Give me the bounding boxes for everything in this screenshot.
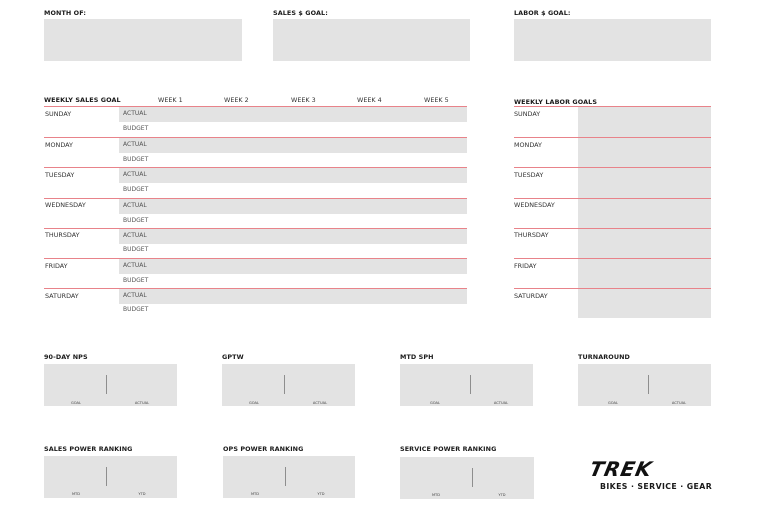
actual-row-tuesday[interactable]	[119, 168, 467, 183]
kpi-actual-label: ACTUAL	[493, 401, 509, 405]
labor-day-friday: FRIDAY	[514, 262, 537, 270]
week-2-header: WEEK 2	[224, 96, 249, 104]
labor-day-sunday: SUNDAY	[514, 110, 541, 118]
row-divider	[514, 167, 711, 168]
budget-label: BUDGET	[123, 306, 149, 313]
labor-day-saturday: SATURDAY	[514, 292, 548, 300]
actual-label: ACTUAL	[123, 171, 147, 178]
kpi-title-gptw: GPTW	[222, 353, 244, 361]
actual-row-saturday[interactable]	[119, 289, 467, 304]
kpi-divider	[470, 375, 471, 394]
ranking-box-sales[interactable]	[44, 456, 177, 498]
kpi-goal-label: GOAL	[248, 401, 260, 405]
week-4-header: WEEK 4	[357, 96, 382, 104]
kpi-actual-label: ACTUAL	[312, 401, 328, 405]
day-label-thursday: THURSDAY	[45, 231, 80, 239]
actual-row-sunday[interactable]	[119, 107, 467, 122]
trek-logo: TREK	[587, 457, 655, 481]
labor-day-monday: MONDAY	[514, 141, 542, 149]
labor-goal-label: LABOR $ GOAL:	[514, 9, 571, 17]
ranking-box-ops[interactable]	[223, 456, 355, 498]
labor-goals-column[interactable]	[578, 107, 711, 318]
kpi-box-mtd-sph[interactable]	[400, 364, 533, 406]
actual-label: ACTUAL	[123, 141, 147, 148]
actual-row-thursday[interactable]	[119, 229, 467, 244]
kpi-divider	[284, 375, 285, 394]
ranking-title-sales: SALES POWER RANKING	[44, 445, 133, 453]
week-5-header: WEEK 5	[424, 96, 449, 104]
row-divider	[514, 258, 711, 259]
sales-goal-label: SALES $ GOAL:	[273, 9, 328, 17]
kpi-actual-label: ACTUAL	[134, 401, 150, 405]
row-divider	[514, 137, 711, 138]
budget-label: BUDGET	[123, 125, 149, 132]
kpi-box-gptw[interactable]	[222, 364, 355, 406]
kpi-title-turnaround: TURNAROUND	[578, 353, 630, 361]
day-label-monday: MONDAY	[45, 141, 73, 149]
month-of-field[interactable]	[44, 19, 242, 61]
day-label-saturday: SATURDAY	[45, 292, 79, 300]
actual-label: ACTUAL	[123, 262, 147, 269]
actual-row-monday[interactable]	[119, 138, 467, 153]
kpi-actual-label: ACTUAL	[671, 401, 687, 405]
kpi-divider	[285, 467, 286, 486]
month-of-label: MONTH OF:	[44, 9, 86, 17]
day-label-tuesday: TUESDAY	[45, 171, 75, 179]
kpi-goal-label: GOAL	[429, 401, 441, 405]
budget-label: BUDGET	[123, 246, 149, 253]
ranking-mtd-label: MTD	[71, 492, 81, 496]
ranking-ytd-label: YTD	[317, 492, 325, 496]
ranking-mtd-label: MTD	[431, 493, 441, 497]
week-1-header: WEEK 1	[158, 96, 183, 104]
labor-day-thursday: THURSDAY	[514, 231, 549, 239]
labor-day-wednesday: WEDNESDAY	[514, 201, 555, 209]
actual-label: ACTUAL	[123, 292, 147, 299]
actual-label: ACTUAL	[123, 110, 147, 117]
kpi-divider	[648, 375, 649, 394]
day-label-wednesday: WEDNESDAY	[45, 201, 86, 209]
row-divider	[514, 228, 711, 229]
weekly-labor-title: WEEKLY LABOR GOALS	[514, 98, 598, 106]
ranking-mtd-label: MTD	[250, 492, 260, 496]
day-label-friday: FRIDAY	[45, 262, 68, 270]
brand-tagline: BIKES · SERVICE · GEAR	[600, 482, 713, 491]
labor-goal-field[interactable]	[514, 19, 711, 61]
kpi-divider	[472, 468, 473, 487]
weekly-sales-title: WEEKLY SALES GOAL	[44, 96, 121, 104]
kpi-title-mtd-sph: MTD SPH	[400, 353, 434, 361]
kpi-goal-label: GOAL	[70, 401, 82, 405]
kpi-title-nps: 90-DAY NPS	[44, 353, 88, 361]
kpi-divider	[106, 375, 107, 394]
kpi-box-turnaround[interactable]	[578, 364, 711, 406]
budget-label: BUDGET	[123, 277, 149, 284]
labor-day-tuesday: TUESDAY	[514, 171, 544, 179]
ranking-ytd-label: YTD	[138, 492, 146, 496]
row-divider	[514, 288, 711, 289]
sales-goal-field[interactable]	[273, 19, 470, 61]
actual-label: ACTUAL	[123, 232, 147, 239]
ranking-ytd-label: YTD	[498, 493, 506, 497]
ranking-title-service: SERVICE POWER RANKING	[400, 445, 497, 453]
week-3-header: WEEK 3	[291, 96, 316, 104]
row-divider	[514, 106, 711, 107]
kpi-box-nps[interactable]	[44, 364, 177, 406]
ranking-title-ops: OPS POWER RANKING	[223, 445, 304, 453]
day-label-sunday: SUNDAY	[45, 110, 72, 118]
row-divider	[514, 198, 711, 199]
actual-row-friday[interactable]	[119, 259, 467, 274]
budget-label: BUDGET	[123, 156, 149, 163]
actual-row-wednesday[interactable]	[119, 199, 467, 214]
actual-label: ACTUAL	[123, 202, 147, 209]
kpi-goal-label: GOAL	[607, 401, 619, 405]
kpi-divider	[106, 467, 107, 486]
budget-label: BUDGET	[123, 217, 149, 224]
budget-label: BUDGET	[123, 186, 149, 193]
ranking-box-service[interactable]	[400, 457, 534, 499]
